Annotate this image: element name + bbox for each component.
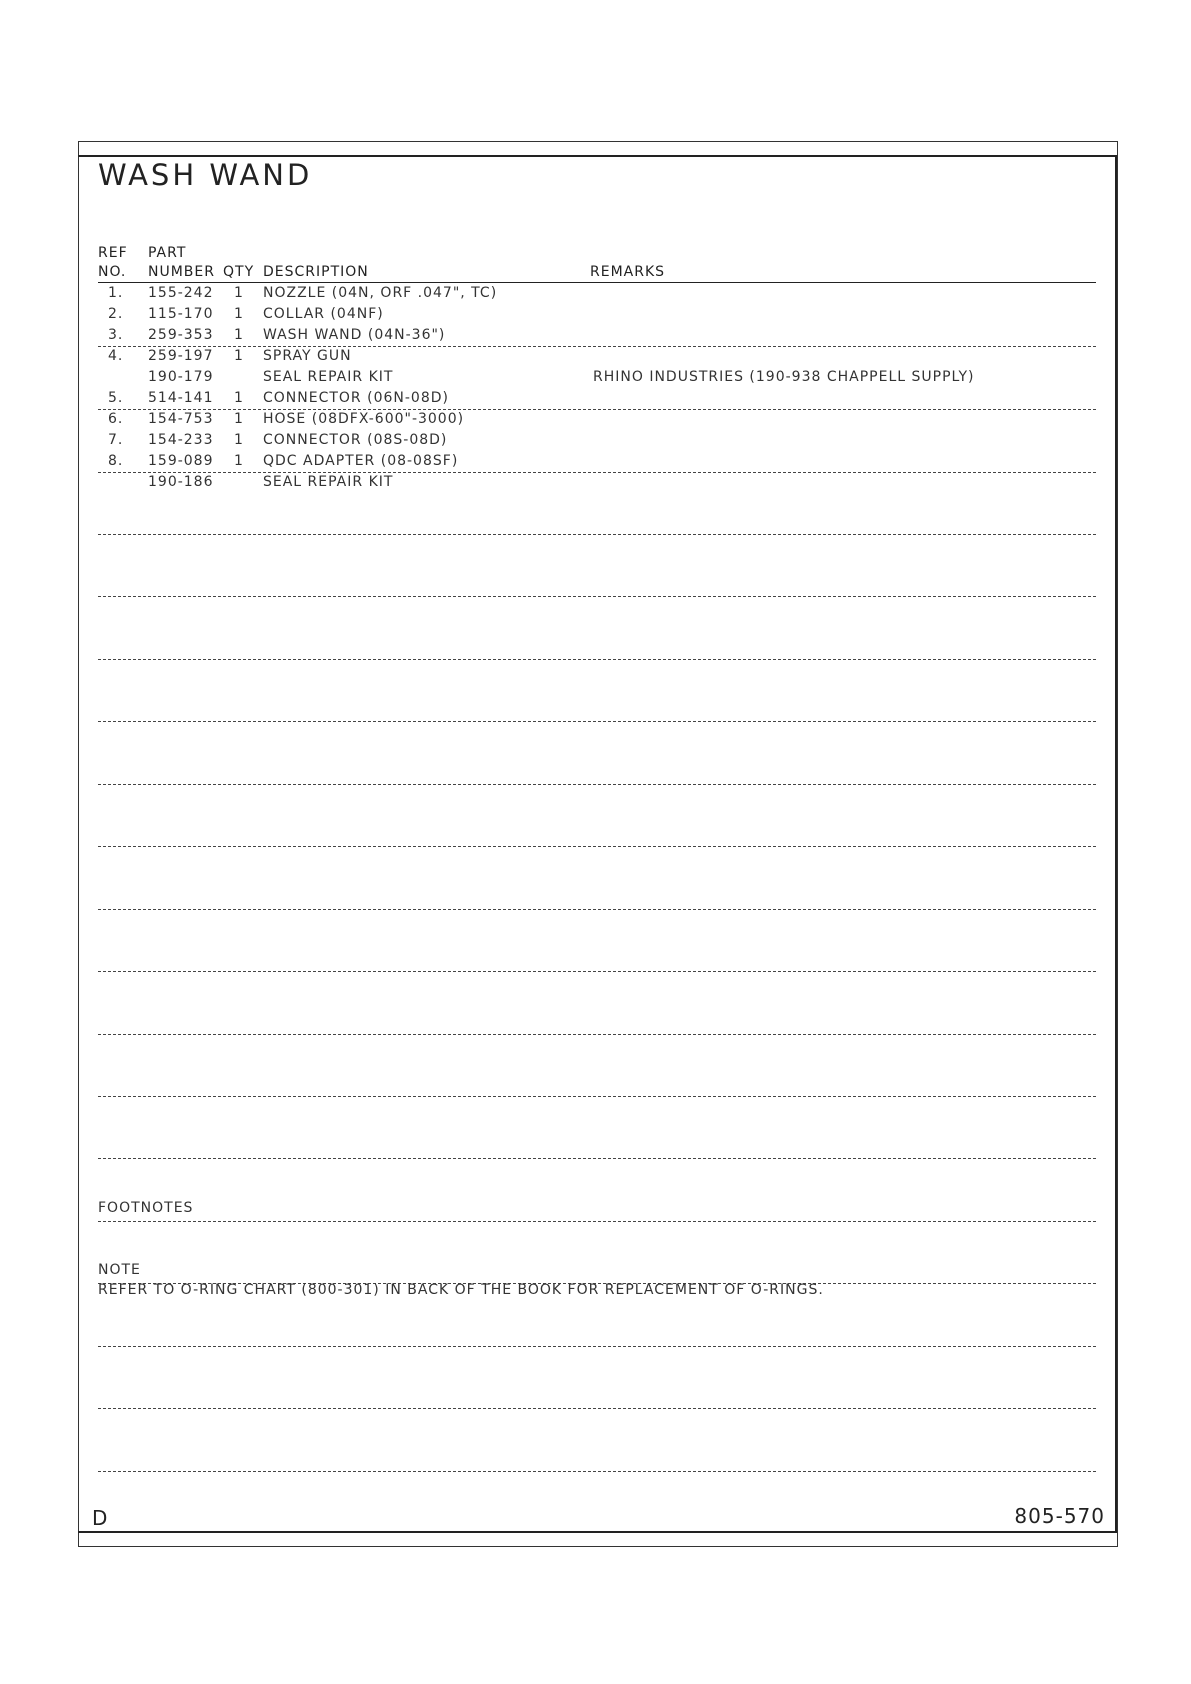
part-number: 115-170 bbox=[148, 306, 214, 322]
dashed-separator bbox=[98, 1346, 1096, 1347]
dashed-separator bbox=[98, 659, 1096, 660]
dashed-separator bbox=[98, 409, 1096, 410]
description: CONNECTOR (08S-08D) bbox=[263, 432, 448, 448]
qty: 1 bbox=[234, 453, 244, 469]
dashed-separator bbox=[98, 346, 1096, 347]
header-part-line1: PART bbox=[148, 245, 187, 261]
ref-no: 1. bbox=[108, 285, 124, 301]
header-ref-line2: NO. bbox=[98, 264, 127, 280]
ref-no: 7. bbox=[108, 432, 124, 448]
dashed-separator bbox=[98, 534, 1096, 535]
dashed-separator bbox=[98, 971, 1096, 972]
header-rule bbox=[98, 282, 1096, 283]
header-qty: QTY bbox=[223, 264, 255, 280]
dashed-separator bbox=[98, 1471, 1096, 1472]
dashed-separator bbox=[98, 1408, 1096, 1409]
dashed-separator bbox=[98, 472, 1096, 473]
qty: 1 bbox=[234, 306, 244, 322]
ref-no: 5. bbox=[108, 390, 124, 406]
part-number: 155-242 bbox=[148, 285, 214, 301]
header-description: DESCRIPTION bbox=[263, 264, 369, 280]
ref-no: 4. bbox=[108, 348, 124, 364]
description: NOZZLE (04N, ORF .047", TC) bbox=[263, 285, 498, 301]
page-title: WASH WAND bbox=[98, 158, 313, 192]
ref-no: 3. bbox=[108, 327, 124, 343]
ref-no: 8. bbox=[108, 453, 124, 469]
qty: 1 bbox=[234, 432, 244, 448]
dashed-separator bbox=[98, 909, 1096, 910]
header-ref-line1: REF bbox=[98, 245, 128, 261]
description: SPRAY GUN bbox=[263, 348, 352, 364]
description: HOSE (08DFX-600"-3000) bbox=[263, 411, 465, 427]
part-number: 514-141 bbox=[148, 390, 214, 406]
dashed-separator bbox=[98, 1034, 1096, 1035]
qty: 1 bbox=[234, 327, 244, 343]
dashed-separator bbox=[98, 1158, 1096, 1159]
description: SEAL REPAIR KIT bbox=[263, 474, 394, 490]
header-remarks: REMARKS bbox=[590, 264, 666, 280]
qty: 1 bbox=[234, 285, 244, 301]
part-number: 259-197 bbox=[148, 348, 214, 364]
footer-revision: D bbox=[92, 1506, 108, 1530]
description: WASH WAND (04N-36") bbox=[263, 327, 446, 343]
description: COLLAR (04NF) bbox=[263, 306, 384, 322]
note-text: REFER TO O-RING CHART (800-301) IN BACK OF THE BOOK FOR REPLACEMENT OF O-RINGS. bbox=[98, 1282, 824, 1298]
part-number: 190-186 bbox=[148, 474, 214, 490]
remarks: RHINO INDUSTRIES (190-938 CHAPPELL SUPPLY) bbox=[593, 369, 975, 385]
footer-page-number: 805-570 bbox=[1014, 1504, 1105, 1528]
dashed-separator bbox=[98, 846, 1096, 847]
qty: 1 bbox=[234, 411, 244, 427]
description: CONNECTOR (06N-08D) bbox=[263, 390, 449, 406]
part-number: 159-089 bbox=[148, 453, 214, 469]
header-part-line2: NUMBER bbox=[148, 264, 215, 280]
part-number: 154-753 bbox=[148, 411, 214, 427]
dashed-separator bbox=[98, 784, 1096, 785]
description: QDC ADAPTER (08-08SF) bbox=[263, 453, 459, 469]
ref-no: 2. bbox=[108, 306, 124, 322]
dashed-separator bbox=[98, 596, 1096, 597]
ref-no: 6. bbox=[108, 411, 124, 427]
note-label: NOTE bbox=[98, 1262, 141, 1278]
dashed-separator bbox=[98, 1221, 1096, 1222]
qty: 1 bbox=[234, 390, 244, 406]
dashed-separator bbox=[98, 1096, 1096, 1097]
qty: 1 bbox=[234, 348, 244, 364]
dashed-separator bbox=[98, 721, 1096, 722]
part-number: 190-179 bbox=[148, 369, 214, 385]
part-number: 154-233 bbox=[148, 432, 214, 448]
description: SEAL REPAIR KIT bbox=[263, 369, 394, 385]
footnotes-label: FOOTNOTES bbox=[98, 1200, 194, 1216]
part-number: 259-353 bbox=[148, 327, 214, 343]
